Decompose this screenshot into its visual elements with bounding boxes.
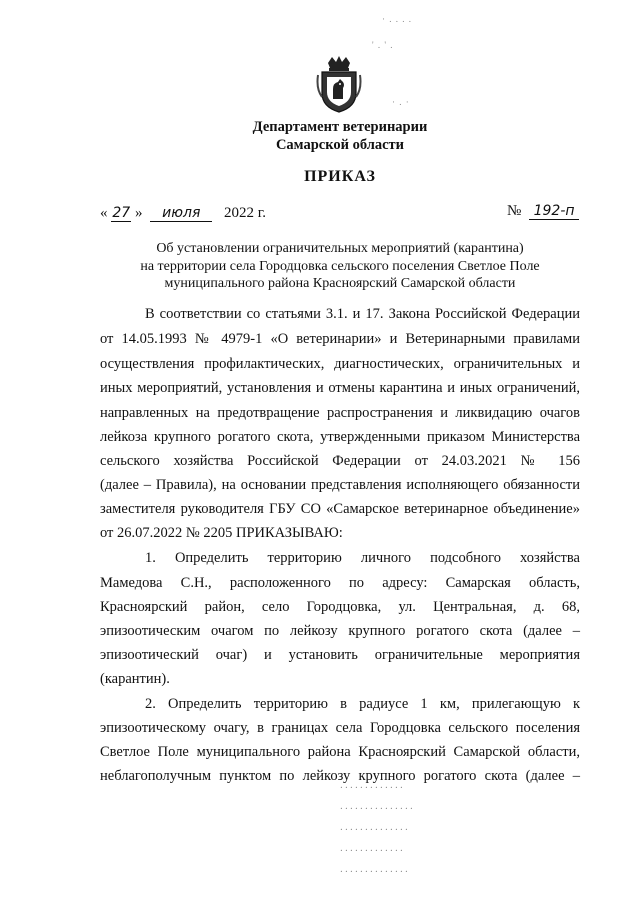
body-line: неблагополучным пунктом по лейкозу крупного рогатого скота (далее – <box>100 768 580 784</box>
date-close-quote: » <box>135 205 143 221</box>
body-line: (далее – Правила), на основании представления исполняющего обязанности <box>100 477 580 493</box>
order-number <box>507 203 579 220</box>
body-line: иных мероприятий, установления и отмены карантина и иных ограничений, <box>100 380 580 396</box>
body-line: Мамедова С.Н., расположенного по адресу: Самарская область, <box>100 575 580 591</box>
body-line: осуществления профилактических, диагностических, ограничительных и <box>100 356 580 372</box>
body-line: 1. Определить территорию личного подсобного хозяйства <box>145 550 580 566</box>
order-subject <box>100 240 580 293</box>
number-value: 192-п <box>529 203 579 220</box>
body-line: сельского хозяйства Российской Федерации от 24.03.2021 № 156 <box>100 453 580 469</box>
body-line: В соответствии со статьями 3.1. и 17. Закона Российской Федерации <box>145 306 580 322</box>
bleed-through-stamp: · · · · · · · · · · · · · · · · · · · · · · · · · · · · · · · · · · · · · · · · · · · · · · · · · · · · · · · · · · · · · · · · · · · · · <box>340 783 413 878</box>
subject-line: муниципального района Красноярский Самарской области <box>164 276 516 291</box>
body-line: 2. Определить территорию в радиусе 1 км, прилегающую к <box>145 696 580 712</box>
bleed-through-noise: · . . . . <box>382 14 412 24</box>
department-name-line2: Самарской области <box>275 137 405 153</box>
body-line: (карантин). <box>100 671 170 687</box>
subject-line: Об установлении ограничительных мероприятий (карантина) <box>156 241 524 256</box>
coat-of-arms-emblem <box>316 55 362 113</box>
number-prefix: № <box>507 203 522 219</box>
date-year: 2022 г. <box>224 205 266 221</box>
date-month: июля <box>150 205 212 222</box>
body-line: эпизоотическим очагом по лейкозу крупного рогатого скота (далее – <box>100 623 580 639</box>
date-day: 27 <box>112 205 131 221</box>
body-line: лейкоза крупного рогатого скота, утвержденными приказом Министерства <box>100 429 580 445</box>
order-date <box>100 205 266 222</box>
bleed-through-noise: · . · <box>392 97 410 107</box>
bleed-through-noise: ' . ' . <box>372 40 394 50</box>
department-name-line1: Департамент ветеринарии <box>252 119 428 135</box>
body-line: заместителя руководителя ГБУ СО «Самарское ветеринарное объединение» <box>100 501 580 517</box>
body-line: от 26.07.2022 № 2205 ПРИКАЗЫВАЮ: <box>100 525 343 541</box>
body-line: направленных на предотвращение распространения и ликвидацию очагов <box>100 405 580 421</box>
body-line: Светлое Поле муниципального района Красноярский Самарской области, <box>100 744 580 760</box>
subject-line: на территории села Городцовка сельского поселения Светлое Поле <box>140 258 540 274</box>
order-title: ПРИКАЗ <box>304 168 376 185</box>
date-open-quote: « <box>100 205 108 221</box>
body-line: эпизоотический очаг) и установить ограничительные мероприятия <box>100 647 580 663</box>
body-line: эпизоотическому очагу, в границах села Городцовка сельского поселения <box>100 720 580 736</box>
body-line: Красноярский район, село Городцовка, ул. Центральная, д. 68, <box>100 599 580 615</box>
body-line: от 14.05.1993 № 4979-1 «О ветеринарии» и Ветеринарными правилами <box>100 331 580 347</box>
